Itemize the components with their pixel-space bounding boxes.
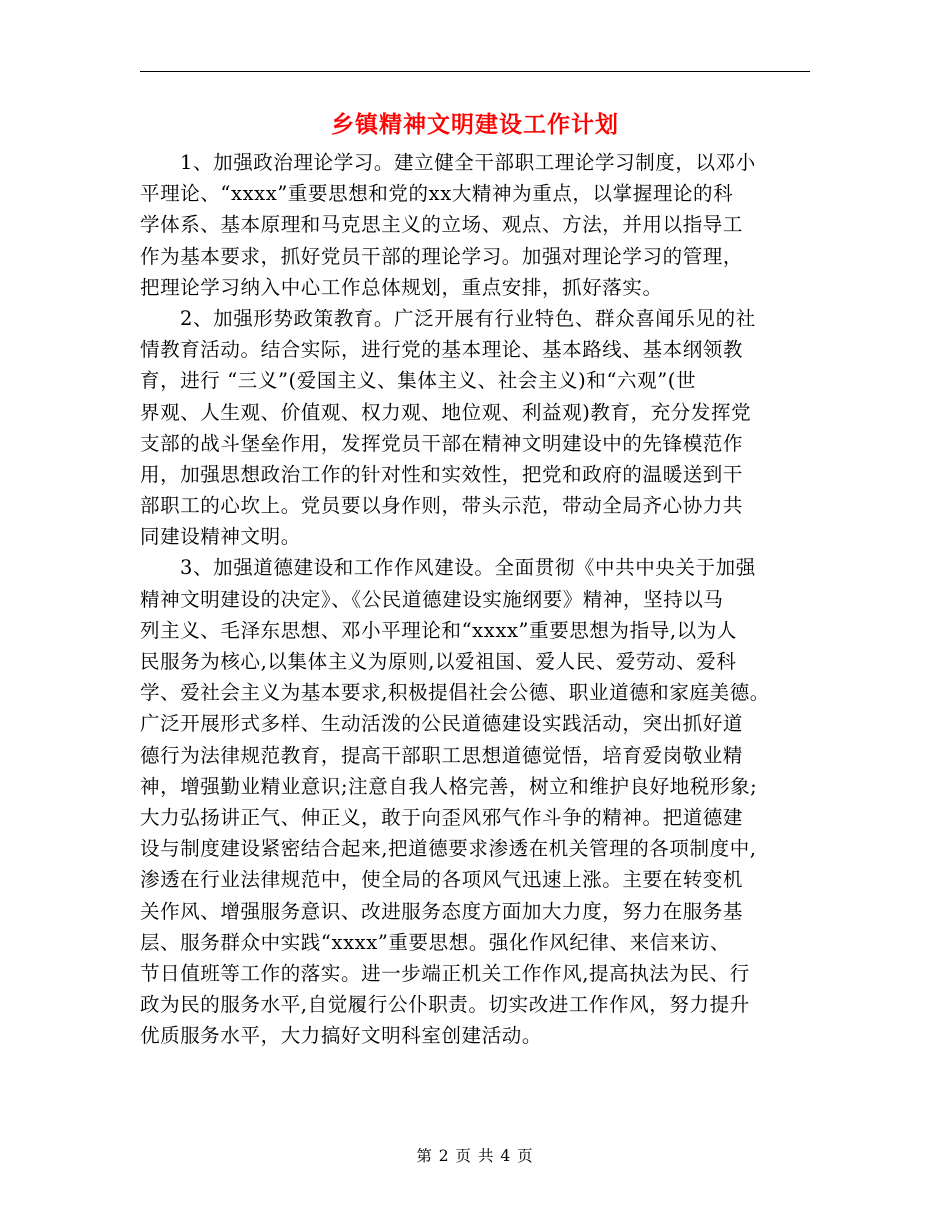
text-line: 同建设精神文明。 (140, 525, 301, 549)
text-line: 节日值班等工作的落实。进一步端正机关工作作风,提高执法为民、行 (140, 961, 750, 985)
text-line: 2、加强形势政策教育。广泛开展有行业特色、群众喜闻乐见的社 (180, 306, 756, 330)
text-line: 情教育活动。结合实际，进行党的基本理论、基本路线、基本纲领教 (140, 338, 744, 362)
document-body (140, 147, 812, 1051)
text-line: 作为基本要求，抓好党员干部的理论学习。加强对理论学习的管理， (140, 244, 744, 268)
text-line: 渗透在行业法律规范中，使全局的各项风气迅速上涨。主要在转变机 (140, 868, 744, 892)
header-rule (140, 71, 810, 72)
text-line: 1、加强政治理论学习。建立健全干部职工理论学习制度，以邓小 (180, 151, 756, 174)
text-line: 部职工的心坎上。党员要以身作则，带头示范，带动全局齐心协力共 (140, 494, 744, 518)
text-line: 平理论、“xxxx”重要思想和党的xx大精神为重点，以掌握理论的科 (140, 182, 734, 206)
text-line: 界观、人生观、价值观、权力观、地位观、利益观)教育，充分发挥党 (140, 400, 752, 424)
document-title: 乡镇精神文明建设工作计划 (331, 112, 619, 138)
text-line: 列主义、毛泽东思想、邓小平理论和“xxxx”重要思想为指导,以为人 (140, 618, 737, 642)
text-line: 设与制度建设紧密结合起来,把道德要求渗透在机关管理的各项制度中, (140, 837, 757, 861)
text-line: 把理论学习纳入中心工作总体规划，重点安排，抓好落实。 (140, 275, 663, 299)
text-line: 学体系、基本原理和马克思主义的立场、观点、方法，并用以指导工 (140, 213, 744, 237)
text-line: 优质服务水平，大力搞好文明科室创建活动。 (140, 1024, 543, 1048)
text-line: 大力弘扬讲正气、伸正义，敢于向歪风邪气作斗争的精神。把道德建 (140, 805, 744, 829)
text-line: 精神文明建设的决定》、《公民道德建设实施纲要》精神，坚持以马 (140, 587, 724, 611)
text-line: 育，进行 “三义”(爱国主义、集体主义、社会主义)和“六观”(世 (140, 369, 697, 393)
text-line: 学、爱社会主义为基本要求,积极提倡社会公德、职业道德和家庭美德。 (140, 681, 770, 705)
text-line: 广泛开展形式多样、生动活泼的公民道德建设实践活动，突出抓好道 (140, 712, 744, 736)
text-line: 德行为法律规范教育，提高干部职工思想道德觉悟，培育爱岗敬业精 (140, 743, 744, 767)
page-number-footer: 第 2 页 共 4 页 (416, 1147, 534, 1165)
text-line: 用，加强思想政治工作的针对性和实效性，把党和政府的温暖送到干 (140, 462, 744, 486)
text-line: 民服务为核心,以集体主义为原则,以爱祖国、爱人民、爱劳动、爱科 (140, 650, 737, 673)
text-line: 政为民的服务水平,自觉履行公仆职责。切实改进工作作风，努力提升 (140, 993, 750, 1017)
text-line: 关作风、增强服务意识、改进服务态度方面加大力度，努力在服务基 (140, 899, 744, 923)
text-line: 层、服务群众中实践“xxxx”重要思想。强化作风纪律、来信来访、 (140, 930, 731, 954)
text-line: 神，增强勤业精业意识;注意自我人格完善，树立和维护良好地税形象; (140, 774, 758, 798)
text-line: 3、加强道德建设和工作作风建设。全面贯彻《中共中央关于加强 (180, 556, 756, 580)
text-line: 支部的战斗堡垒作用，发挥党员干部在精神文明建设中的先锋模范作 (140, 431, 744, 455)
